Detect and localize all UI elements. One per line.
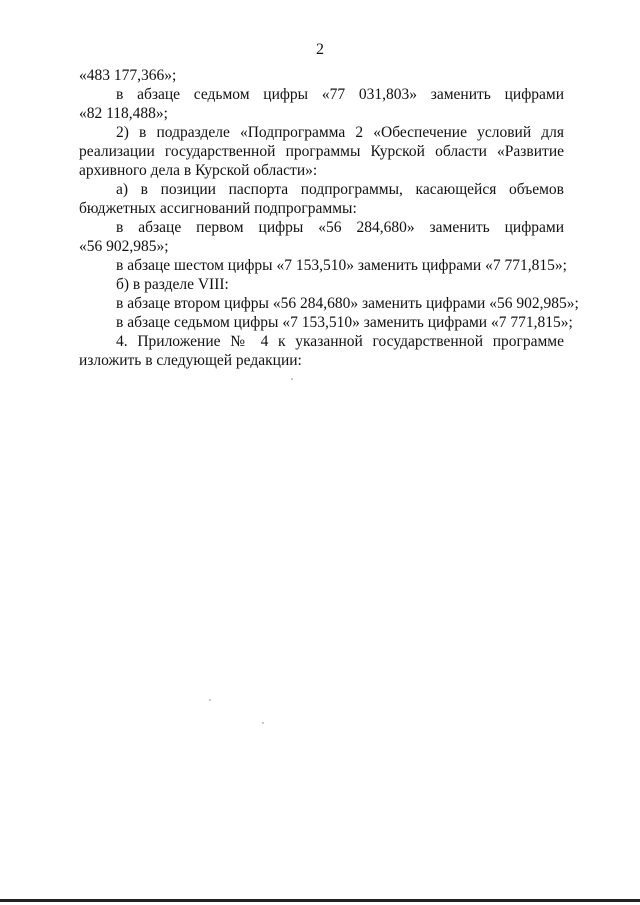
scan-speck (209, 699, 211, 701)
text-line: реализации государственной программы Курской области «Развитие (79, 143, 564, 160)
text-line: «56 902,985»; (79, 238, 169, 255)
text-line: б) в разделе VIII: (116, 276, 229, 293)
text-line: «82 118,488»; (79, 105, 168, 122)
text-line: «483 177,366»; (79, 67, 177, 84)
text-line: изложить в следующей редакции: (79, 352, 302, 369)
text-line: 2) в подразделе «Подпрограмма 2 «Обеспечение условий для (116, 124, 564, 141)
scan-bottom-edge (0, 899, 640, 902)
text-line: 4. Приложение № 4 к указанной государственной программе (116, 333, 564, 350)
scan-speck (262, 722, 264, 724)
text-line: архивного дела в Курской области»: (79, 162, 318, 179)
scan-speck (291, 378, 293, 380)
text-line: а) в позиции паспорта подпрограммы, касающейся объемов (116, 181, 564, 198)
text-line: бюджетных ассигнований подпрограммы: (79, 200, 357, 217)
text-line: в абзаце седьмом цифры «77 031,803» заменить цифрами (116, 86, 564, 103)
text-line: в абзаце шестом цифры «7 153,510» заменить цифрами «7 771,815»; (116, 257, 567, 274)
text-line: в абзаце втором цифры «56 284,680» заменить цифрами «56 902,985»; (116, 295, 579, 312)
text-line: в абзаце первом цифры «56 284,680» заменить цифрами (116, 219, 564, 236)
text-line: в абзаце седьмом цифры «7 153,510» заменить цифрами «7 771,815»; (116, 314, 573, 331)
page-number: 2 (316, 41, 324, 58)
